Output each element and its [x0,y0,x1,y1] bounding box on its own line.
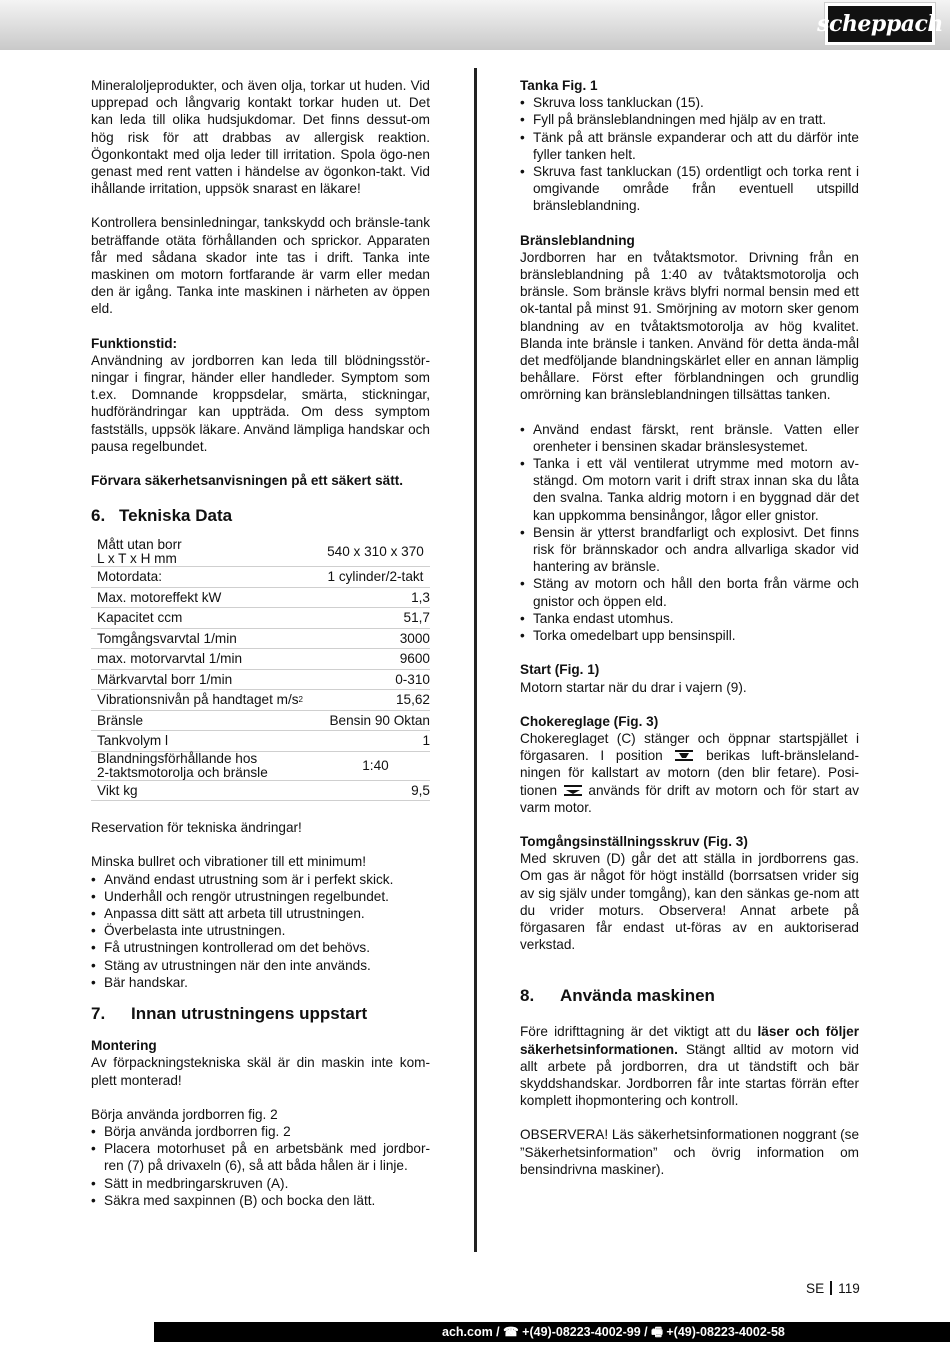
choke-closed-icon [674,748,694,759]
spec-value: 1,3 [321,587,430,608]
fuel-lines-paragraph: Kontrollera bensinledningar, tankskydd och bränsle-tank beträffande otäta förhållanden och sprickor. Apparaten får med sådana skador inte tas i drift. Tanka inte maskinen om motorn fortfarande är varm eller medan den är igång. Tanka inte maskinen i närheten av öppen eld. [91,215,430,317]
list-item: • Placera motorhuset på en arbetsbänk med jordbor-ren (7) på drivaxeln (6), så att båda hålen är i linje. [91,1140,430,1174]
spec-label: Kapacitet ccm [91,608,321,629]
list-item: • Få utrustningen kontrollerad om det behövs. [91,939,430,956]
start-list [91,1123,430,1209]
list-item: • Stäng av motorn och håll den borta från värme och gnistor och öppen eld. [520,575,859,609]
use-text-bold: läser och följer säkerhetsinformationen. [520,1024,859,1057]
spec-value: 9,5 [321,780,430,801]
spec-row [91,710,430,731]
list-item: • Anpassa ditt sätt att arbeta till utrustningen. [91,905,430,922]
spec-label: Vikt kg [91,780,321,801]
choke-text-part-3: används för drift av motorn och för start av varm motor. [520,782,860,815]
choke-text-part-2: berikas luft-bränsleland-ningen för kallstart av motorn (den blir fetare). Posi-tionen [520,748,860,798]
noise-intro: Minska bullret och vibrationer till ett minimum! [91,854,366,870]
technical-data-table [91,538,430,801]
idle-screw-text: Med skruven (D) går det att ställa in jordborrens gas. Om gas är något för högt inställd (borrsatsen vrider sig av sig själv under tomgång), kan den sänkas ge-nom att du vrider moturs. Observera! Annat arbete på förgasaren får endast ut-föras av en auktoriserad verkstad. [520,851,859,953]
reservation-note: Reservation för tekniska ändringar! [91,820,302,836]
start-intro: Börja använda jordborren fig. 2 [91,1106,278,1122]
spec-row [91,690,430,711]
spec-row [91,751,430,780]
spec-value: 1 cylinder/2-takt [321,567,430,588]
list-item: • Bär handskar. [91,974,430,991]
choke-heading: Chokereglage (Fig. 3) [520,713,659,729]
fuel-safety-list [520,421,859,645]
spec-label: Max. motoreffekt kW [91,587,321,608]
spec-row [91,587,430,608]
section-8-heading [520,985,859,1007]
list-item: • Sätt in medbringarskruven (A). [91,1175,430,1192]
spec-label: Blandningsförhållande hos 2-taktsmotorolja och bränsle [91,751,321,780]
use-text-part-1: Före idrifttagning är det viktigt att du [520,1024,752,1040]
section-8-title: Använda maskinen [560,986,715,1006]
list-item: • Tanka i ett väl ventilerat utrymme med motorn av-stängd. Om motorn varit i drift strax innan ska du låta den svalna. Tanka aldrig motorn i en byggnad där det kan uppkomma bensinångor, lågor eller gnistor. [520,455,859,524]
noise-list [91,871,430,991]
list-item: • Tänk på att bränsle expanderar och att du därför inte fyller tanken helt. [520,129,859,163]
section-6-title: Tekniska Data [119,506,233,526]
section-7-heading [91,1003,430,1025]
list-item: • Stäng av utrustningen när den inte används. [91,957,430,974]
list-item: • Skruva fast tankluckan (15) ordentligt och torka rent i omgivande område från eventuell utspilld bränsleblandning. [520,163,859,215]
section-6-number: 6. [91,506,106,526]
section-7-title: Innan utrustningens uppstart [131,1004,368,1024]
spec-label: Tankvolym l [91,731,321,752]
spec-value: Bensin 90 Oktan [321,710,430,731]
list-item: • Torka omedelbart upp bensinspill. [520,627,859,644]
section-7-number: 7. [91,1004,106,1024]
list-item: • Bensin är ytterst brandfarligt och explosivt. Det finns risk för brännskador och andra allvarliga skador vid hantering av bränsle. [520,524,859,576]
list-item: • Underhåll och rengör utrustningen regelbundet. [91,888,430,905]
use-text [520,1023,859,1109]
spec-row [91,567,430,588]
spec-value: 9600 [321,649,430,670]
right-column [520,77,859,1178]
oil-warning-paragraph: Mineraloljeprodukter, och även olja, torkar ut huden. Vid upprepad och långvarig kontakt torkar huden ut. Det kan leda till olika hudsjukdomar. Det finns dessut-om hög risk för att drabbas av allergisk reaktion. Ögonkontakt med olja leder till irritation. Spola ögo-nen genast med rent vatten i händelse av ögonkon-takt. Vid ihållande irritation, uppsök snarast en läkare! [91,78,430,197]
brand-logo [817,2,943,46]
spec-label-superscript: 2 [298,695,303,705]
spec-label: Tomgångsvarvtal 1/min [91,628,321,649]
left-column [91,77,430,1209]
choke-text-part-1: Chokereglaget (C) stänger och öppnar startspjället i förgasaren. I position [520,730,859,764]
spec-value: 1 [321,731,430,752]
page-number [806,1281,860,1296]
spec-value: 51,7 [321,608,430,629]
spec-label: Bränsle [91,710,321,731]
tank-heading: Tanka Fig. 1 [520,78,598,93]
section-8-number: 8. [520,986,535,1006]
safety-info-note: OBSERVERA! Läs säkerhetsinformationen noggrant (se ”Säkerhetsinformation” och övrig information om bensindrivna maskiner). [520,1127,860,1177]
function-time-heading: Funktionstid: [91,335,178,351]
header-bar [0,0,950,50]
spec-row [91,608,430,629]
spec-row [91,780,430,801]
function-time-text: Användning av jordborren kan leda till blödningsstör-ningar i fingrar, händer eller handleder. Symptom som t.ex. Domnande kroppsdelar, smärta, stickningar, hudförändringar kan uppträda. Om dess symptom fastställs, uppsök läkare. Använd lämpliga handskar och pausa regelbundet. [91,352,430,454]
fuel-mix-text: Jordborren har en tvåtaktsmotor. Drivning från en bränsleblandning på 1:40 av tvåtaktsmotorolja och bränsle. Som bränsle krävs blyfri normal bensin med ett ok-tantal på minst 91. Smörjning av motorn sker genom blandning av en tvåtaktsmotorolja av hög kvalitet. Blanda inte bränsle i tanken. Använd för detta ända-mål det medföljande blandningskärlet eller en annan lämplig behållare. Först efter förblandningen och grundlig omrörning kan bränsleblandningen tillsättas tanken. [520,249,859,403]
page-number-divider [830,1281,832,1295]
spec-label: Motordata: [91,567,321,588]
footer-contact: ach.com / ☎ +(49)-08223-4002-99 / 🖷 +(49)-08223-4002-58 [442,1325,785,1339]
spec-label: Mått utan borr L x T x H mm [91,538,321,567]
spec-label-cell [91,690,321,711]
spec-row [91,628,430,649]
spec-value: 1:40 [321,751,430,780]
list-item: • Börja använda jordborren fig. 2 [91,1123,430,1140]
list-item: • Överbelasta inte utrustningen. [91,922,430,939]
store-safety-note: Förvara säkerhetsanvisningen på ett säkert sätt. [91,473,404,489]
list-item: • Fyll på bränsleblandningen med hjälp av en tratt. [520,111,859,128]
spec-row [91,538,430,567]
idle-screw-heading: Tomgångsinställningsskruv (Fig. 3) [520,833,748,849]
assembly-text: Av förpackningstekniska skäl är din maskin inte kom-plett monterad! [91,1055,430,1088]
assembly-heading: Montering [91,1038,157,1054]
section-6-heading [91,505,430,527]
page-number-value: 119 [838,1281,860,1296]
choke-text [520,730,859,816]
tank-list [520,94,859,214]
spec-label: Märkvarvtal borr 1/min [91,669,321,690]
page-language: SE [806,1281,825,1296]
column-divider [474,68,477,1252]
start-fig-text: Motorn startar när du drar i vajern (9). [520,679,747,695]
spec-value: 540 x 310 x 370 [321,538,430,567]
fuel-mix-heading: Bränsleblandning [520,232,635,248]
use-text-part-2: Stängt alltid av motorn vid allt arbete på jordborren, dra ut tändstift och bär skyddshandskar. Jordborren får inte startas förrän efter komplett ihopmontering och kontroll. [520,1041,859,1109]
spec-label: max. motorvarvtal 1/min [91,649,321,670]
spec-label: Vibrationsnivån på handtaget m/s [97,692,299,708]
list-item: • Använd endast färskt, rent bränsle. Vatten eller orenheter i bensinen skadar bränslesystemet. [520,421,859,455]
footer-bar [154,1322,950,1342]
spec-value: 15,62 [321,690,430,711]
spec-value: 0-310 [321,669,430,690]
start-fig-heading: Start (Fig. 1) [520,662,600,678]
spec-row [91,649,430,670]
spec-value: 3000 [321,628,430,649]
spec-row [91,669,430,690]
list-item: • Använd endast utrustning som är i perfekt skick. [91,871,430,888]
brand-logo-text: scheppach [828,6,932,42]
list-item: • Skruva loss tankluckan (15). [520,94,859,111]
choke-open-icon [563,783,583,794]
spec-row [91,731,430,752]
list-item: • Tanka endast utomhus. [520,610,859,627]
list-item: • Säkra med saxpinnen (B) och bocka den lätt. [91,1192,430,1209]
